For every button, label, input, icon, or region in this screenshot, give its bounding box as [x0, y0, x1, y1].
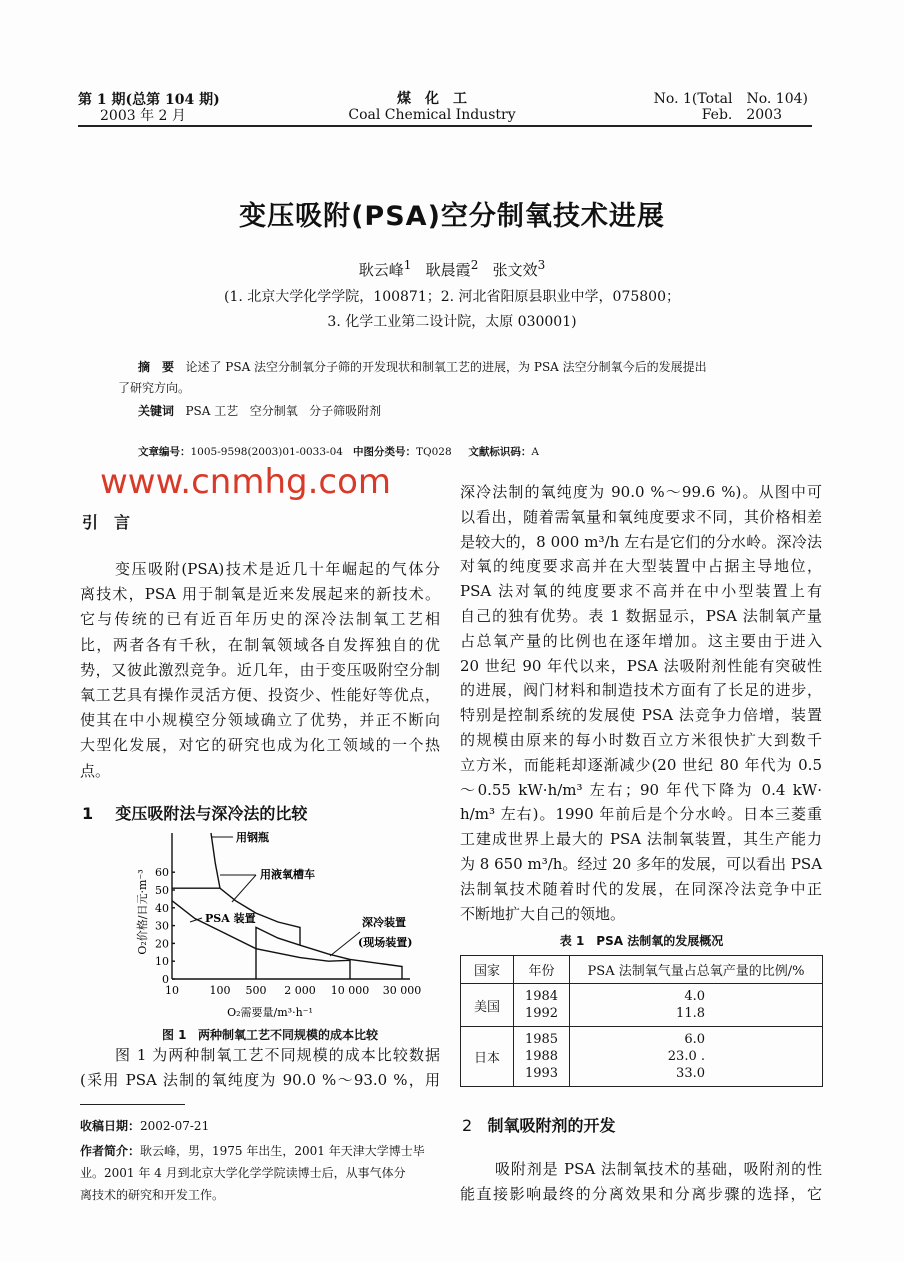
keyword: 分子筛吸附剂 — [309, 404, 382, 418]
article-number: 1005-9598(2003)01-0033-04 — [190, 446, 343, 458]
text-line: 大型化发展，对它的研究也成为化工领域的一个热 — [80, 736, 440, 755]
y-tick-label: 10 — [155, 955, 169, 969]
author-bio-cont: 离技术的研究和开发工作。 — [80, 1188, 225, 1202]
author-bio: 作者简介：耿云峰，男，1975 年出生，2001 年天津大学博士毕 — [80, 1144, 425, 1158]
author: 张文效$^3$ — [492, 258, 546, 279]
table-1-caption: 表 1 PSA 法制氧的发展概况 — [559, 934, 724, 948]
ratio-cell: 4.0 11.8 — [570, 984, 823, 1027]
text-line: 法制氧技术随着时代的发展，在同深冷法竞争中正 — [460, 879, 822, 898]
text-line: 离技术，PSA 用于制氧是近来发展起来的新技术。 — [80, 585, 440, 604]
series-line-2 — [172, 901, 350, 979]
header-issue-cn: 第 1 期(总第 104 期) — [78, 92, 220, 108]
y-axis-label: O₂价格/日元·m⁻³ — [136, 869, 149, 955]
country-cell: 美国 — [461, 984, 514, 1027]
text-line: 深冷法制的氧纯度为 90.0 %～99.6 %)。从图中可 — [460, 483, 822, 501]
watermark: www.cnmhg.com — [100, 462, 392, 502]
annotation-leader — [232, 875, 256, 902]
x-tick-label: 10 — [165, 984, 179, 997]
ratio-cell: 6.0 23.0 . 33.0 — [570, 1027, 823, 1087]
text-line: (采用 PSA 法制的氧纯度为 90.0 %～93.0 %，用 — [80, 1071, 440, 1089]
table-row — [461, 984, 823, 1027]
annotation-label: 用钢瓶 — [236, 831, 269, 844]
text-line: 势，又彼此激烈竞争。近几年，由于变压吸附空分制 — [80, 660, 440, 679]
text-line: 能直接影响最终的分离效果和分离步骤的选择，它 — [460, 1185, 822, 1203]
annotation-label: (现场装置) — [358, 936, 413, 949]
author-list — [0, 258, 904, 280]
y-tick-label: 20 — [155, 937, 169, 951]
abstract — [138, 358, 707, 375]
y-tick-label: 40 — [155, 901, 169, 915]
footnote-rule — [80, 1104, 185, 1105]
header-journal-en: Coal Chemical Industry — [348, 107, 516, 123]
x-tick-label: 10 000 — [330, 984, 370, 997]
text-line: 立方米，而能耗却逐渐减少(20 世纪 80 年代为 0.5 — [460, 755, 822, 774]
table-header: 国家 — [461, 956, 514, 984]
text-line: 工建成世界上最大的 PSA 法制氧装置，其生产能力 — [460, 830, 822, 849]
text-line: PSA 法对氧的纯度要求不高并在中小型装置上有 — [460, 582, 822, 601]
text-line: 变压吸附(PSA)技术是近几十年崛起的气体分 — [115, 560, 440, 578]
affiliation-line: 3. 化学工业第二设计院，太原 030001) — [327, 314, 577, 330]
text-line: 对氧的纯度要求高并在大型装置中占据主导地位， — [460, 557, 822, 576]
annotation-label: PSA 装置 — [205, 912, 256, 925]
doc-code: A — [531, 446, 539, 458]
received-date: 收稿日期：2002-07-21 — [80, 1119, 210, 1133]
text-line: 自己的独有优势。表 1 数据显示，PSA 法制氧产量 — [460, 607, 822, 625]
text-line: h/m³ 左右)。1990 年前后是个分水岭。日本三菱重 — [460, 805, 822, 824]
text-line: 比，两者各有千秋，在制氧领域各自发挥独自的优 — [80, 635, 440, 654]
text-line: 图 1 为两种制氧工艺不同规模的成本比较数据 — [115, 1046, 440, 1064]
figure-1-caption: 图 1 两种制氧工艺不同规模的成本比较 — [162, 1028, 378, 1042]
text-line: 特别是控制系统的发展使 PSA 法竞争力倍增，装置 — [460, 706, 822, 725]
keyword: 空分制氧 — [249, 404, 298, 418]
table-header-row — [461, 956, 823, 984]
header-journal-cn: 煤 化 工 — [397, 91, 467, 107]
x-tick-label: 100 — [209, 984, 231, 997]
table-header: 年份 — [514, 956, 570, 984]
text-line: 使其在中小规模空分领域确立了优势，并正不断向 — [80, 711, 440, 730]
y-tick-label: 50 — [155, 884, 169, 897]
abstract-text: 论述了 PSA 法空分制氧分子筛的开发现状和制氧工艺的进展，为 PSA 法空分制氧今后的发展提出 — [185, 360, 707, 374]
text-line: 是较大的，8 000 m³/h 左右是它们的分水岭。深冷法 — [460, 532, 822, 551]
text-line: 吸附剂是 PSA 法制氧技术的基础，吸附剂的性 — [495, 1160, 822, 1178]
y-tick-label: 60 — [155, 866, 169, 880]
x-tick-label: 500 — [245, 984, 267, 997]
author: 耿云峰$^1$ — [358, 258, 412, 279]
author-bio-cont: 业。2001 年 4 月到北京大学化学学院读博士后，从事气体分 — [80, 1166, 406, 1180]
table-row — [461, 1027, 823, 1087]
text-line: 氧工艺具有操作灵活方便、投资少、性能好等优点， — [80, 686, 440, 704]
article-info: 文章编号：1005-9598(2003)01-0033-04 中图分类号：TQ028 文献标识码：A — [138, 446, 539, 458]
year-cell: 1985 1988 1993 — [514, 1027, 570, 1087]
header-date-cn: 2003 年 2 月 — [100, 108, 186, 124]
text-line: 它与传统的已有近百年历史的深冷法制氧工艺相 — [80, 610, 440, 629]
section-heading-1: 1 变压吸附法与深冷法的比较 — [82, 804, 308, 823]
abstract-label: 摘 要 — [138, 360, 175, 374]
text-line: 的进展，阀门材料和制造技术方面有了长足的进步， — [460, 681, 822, 700]
text-line: 点。 — [80, 761, 111, 780]
clc-number: TQ028 — [415, 446, 452, 458]
text-line: 20 世纪 90 年代以来，PSA 法吸附剂性能有突破性 — [460, 656, 822, 675]
annotation-label: 深冷装置 — [362, 916, 406, 929]
annotation-label: 用液氧槽车 — [260, 868, 315, 881]
annotation-leader — [330, 932, 360, 956]
y-tick-label: 30 — [155, 919, 169, 933]
year-cell: 1984 1992 — [514, 984, 570, 1027]
table-1 — [460, 955, 823, 1087]
author: 耿晨霞$^2$ — [425, 258, 479, 279]
header-date-en: Feb. 2003 — [701, 107, 782, 123]
text-line: 不断地扩大自己的领地。 — [460, 904, 626, 923]
series-line-0 — [211, 833, 220, 888]
table-header: PSA 法制氧气量占总氧产量的比例/% — [570, 956, 823, 984]
keywords-label: 关键词 — [138, 404, 175, 418]
abstract-text-cont: 了研究方向。 — [118, 381, 191, 395]
text-line: ～0.55 kW·h/m³ 左右；90 年代下降为 0.4 kW· — [460, 780, 822, 799]
x-axis-label: O₂需要量/m³·h⁻¹ — [227, 1006, 313, 1019]
header-issue-en: No. 1(Total No. 104) — [653, 91, 808, 107]
figure-1-chart — [130, 825, 450, 1025]
section-heading-intro: 引 言 — [82, 513, 131, 532]
text-line: 为 8 650 m³/h。经过 20 多年的发展，可以看出 PSA — [460, 855, 823, 873]
x-tick-label: 2 000 — [284, 984, 316, 997]
country-cell: 日本 — [461, 1027, 514, 1087]
text-line: 的规模由原来的每小时数百立方米很快扩大到数千 — [460, 731, 822, 749]
y-tick-label: 0 — [162, 973, 169, 986]
section-heading-2: 2 制氧吸附剂的开发 — [462, 1116, 616, 1135]
x-tick-label: 30 000 — [382, 984, 422, 997]
affiliation-line: (1. 北京大学化学学院，100871；2. 河北省阳原县职业中学，075800； — [224, 289, 680, 305]
keywords — [138, 402, 381, 419]
header-rule — [78, 125, 812, 127]
keyword: PSA 工艺 — [185, 404, 239, 418]
text-line: 占总氧产量的比例也在逐年增加。这主要由于进入 — [460, 631, 822, 650]
paper-title: 变压吸附(PSA)空分制氧技术进展 — [239, 201, 665, 232]
text-line: 以看出，随着需氧量和氧纯度要求不同，其价格相差 — [460, 507, 822, 526]
